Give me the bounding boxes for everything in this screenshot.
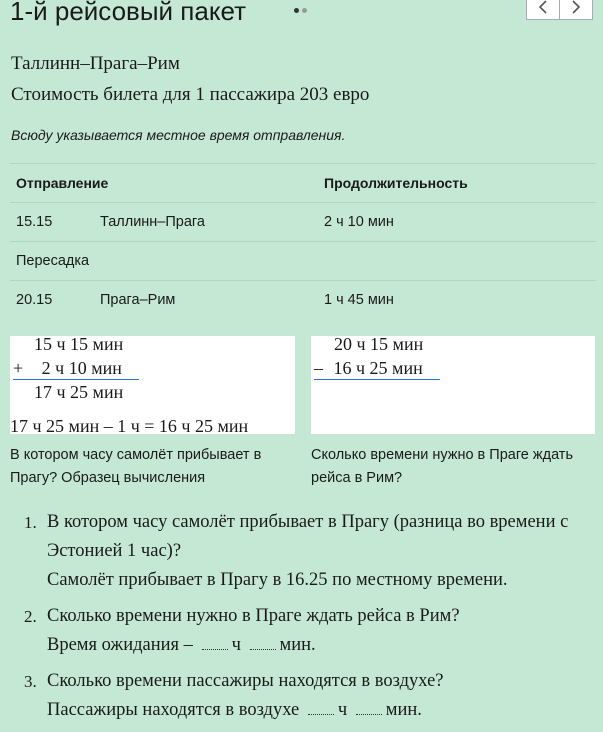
- ticket-cost: Стоимость билета для 1 пассажира 203 евро: [11, 84, 370, 105]
- schedule-table: [10, 163, 596, 319]
- route-text: Таллинн–Прага–Рим: [11, 53, 180, 74]
- list-item: [12, 508, 587, 595]
- prev-button[interactable]: [526, 0, 560, 20]
- hours-unit: ч: [337, 700, 348, 720]
- question-number: 2.: [24, 607, 37, 626]
- answer-text: Самолёт прибывает в Прагу в 16.25 по местному времени.: [47, 570, 508, 590]
- calc-line-underlined: [13, 358, 139, 380]
- flight-route: Таллинн–Прага: [94, 203, 318, 242]
- list-item: [12, 667, 587, 725]
- time-note: Всюду указывается местное время отправления.: [11, 127, 346, 143]
- pager-dot-active[interactable]: [294, 8, 299, 13]
- pager-dot[interactable]: [302, 8, 307, 13]
- calc-operator: –: [314, 358, 323, 378]
- list-item: [12, 602, 587, 660]
- pager-dots: [294, 0, 310, 18]
- table-row: [10, 203, 596, 242]
- exercise-calculation-box: [311, 336, 595, 434]
- calc-operand: 2 ч 10 мин: [41, 358, 122, 378]
- col-duration: Продолжительность: [318, 164, 596, 203]
- table-row: [10, 281, 596, 320]
- calc-line-underlined: [314, 358, 440, 380]
- page-title: 1-й рейсовый пакет: [10, 0, 247, 26]
- hours-blank[interactable]: [202, 631, 228, 650]
- hours-unit: ч: [231, 635, 241, 655]
- calc-operand: 16 ч 25 мин: [333, 358, 423, 378]
- minutes-blank[interactable]: [250, 631, 276, 650]
- minutes-blank[interactable]: [356, 696, 382, 715]
- calc-result: 17 ч 25 мин: [34, 382, 124, 402]
- chevron-left-icon: [538, 0, 548, 14]
- table-row: [10, 242, 596, 281]
- chevron-right-icon: [571, 0, 581, 14]
- question-text: Сколько времени нужно в Праге ждать рейса в Рим?: [47, 606, 460, 626]
- col-departure: Отправление: [10, 164, 318, 203]
- calc-operator: +: [13, 358, 24, 378]
- answer-prefix: Пассажиры находятся в воздухе: [47, 700, 300, 720]
- minutes-unit: мин.: [279, 635, 316, 655]
- calc-line: 15 ч 15 мин: [34, 334, 124, 354]
- table-header-row: [10, 164, 596, 203]
- question-text: Сколько времени пассажиры находятся в воздухе?: [47, 671, 444, 691]
- question-text: В котором часу самолёт прибывает в Прагу (разница во времени с Эстонией 1 час)?: [47, 512, 569, 561]
- exercise-caption: Сколько времени нужно в Праге ждать рейса в Рим?: [311, 447, 574, 486]
- example-calculation-box: [10, 336, 295, 434]
- hours-blank[interactable]: [308, 696, 334, 715]
- answer-line: [47, 696, 587, 725]
- minutes-unit: мин.: [385, 700, 422, 720]
- question-number: 1.: [24, 513, 37, 532]
- example-caption: В котором часу самолёт прибывает в Прагу? Образец вычисления: [10, 447, 262, 486]
- calc-conversion: 17 ч 25 мин – 1 ч = 16 ч 25 мин: [10, 416, 249, 436]
- next-button[interactable]: [560, 0, 593, 20]
- answer-prefix: Время ожидания –: [47, 635, 193, 655]
- question-number: 3.: [24, 672, 37, 691]
- header: [10, 0, 246, 27]
- flight-duration: 2 ч 10 мин: [318, 203, 596, 242]
- answer-line: [47, 631, 587, 660]
- flight-duration: 1 ч 45 мин: [318, 281, 596, 320]
- flight-route: Прага–Рим: [94, 281, 318, 320]
- departure-time: 20.15: [10, 281, 94, 320]
- transfer-label: Пересадка: [10, 242, 596, 281]
- slide-nav: [526, 0, 593, 20]
- departure-time: 15.15: [10, 203, 94, 242]
- calc-line: 20 ч 15 мин: [334, 334, 424, 354]
- question-list: [12, 508, 587, 732]
